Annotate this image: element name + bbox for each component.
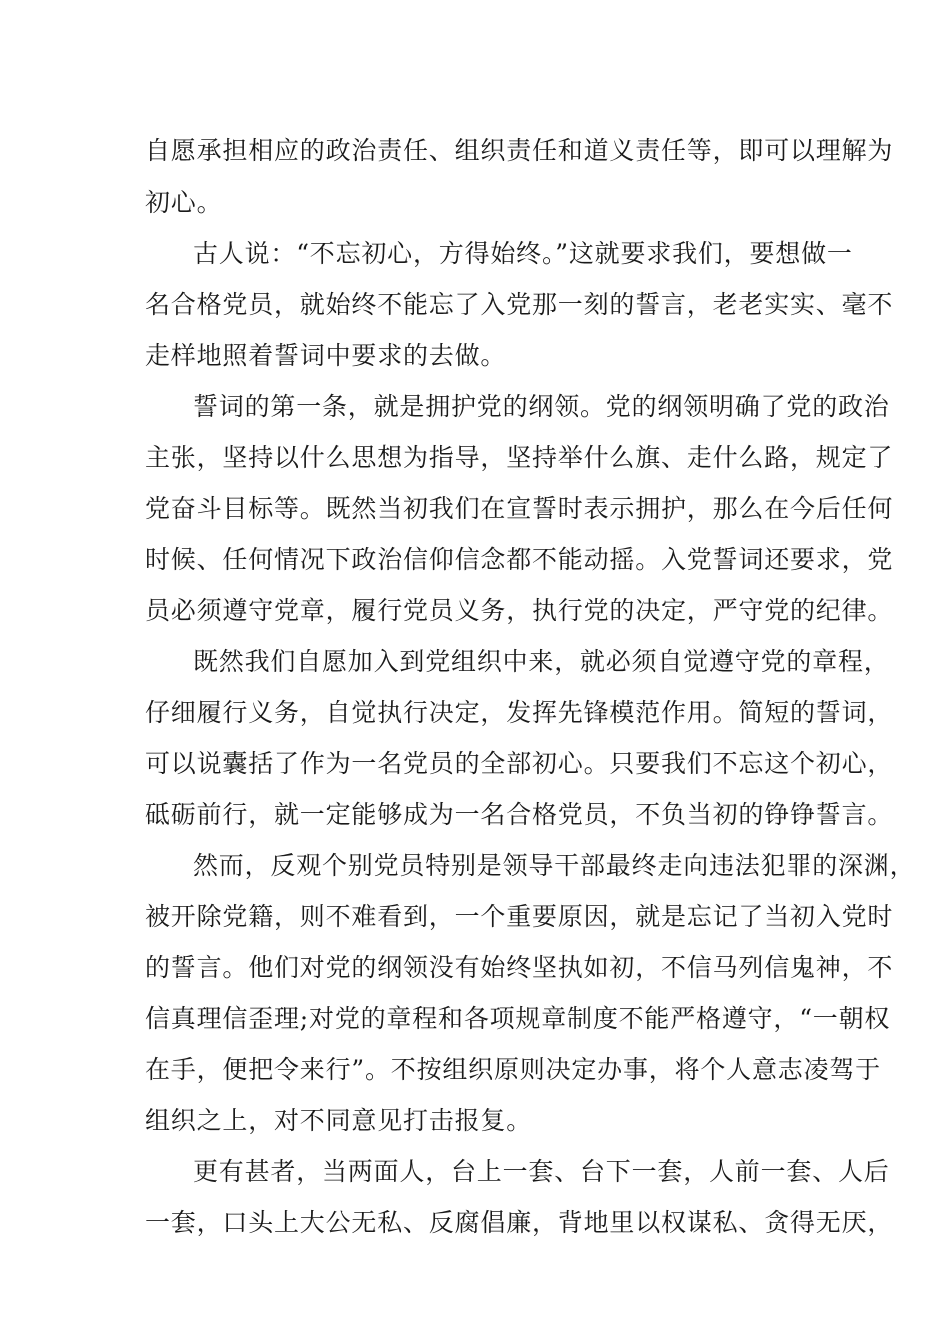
text-line: 时候、任何情况下政治信仰信念都不能动摇。入党誓词还要求，党 [145, 545, 894, 574]
text-line: 主张，坚持以什么思想为指导，坚持举什么旗、走什么路，规定了 [145, 443, 894, 472]
text-line: 党奋斗目标等。既然当初我们在宣誓时表示拥护，那么在今后任何 [145, 494, 894, 523]
text-line: 可以说囊括了作为一名党员的全部初心。只要我们不忘这个初心， [145, 749, 894, 778]
paragraph-first-line: 誓词的第一条，就是拥护党的纲领。党的纲领明确了党的政治 [193, 392, 890, 421]
paragraph-first-line: 然而，反观个别党员特别是领导干部最终走向违法犯罪的深渊， [193, 851, 916, 880]
text-line: 员必须遵守党章，履行党员义务，执行党的决定，严守党的纪律。 [145, 596, 894, 625]
text-line: 组织之上，对不同意见打击报复。 [145, 1106, 533, 1135]
paragraph-first-line: 更有甚者，当两面人，台上一套、台下一套，人前一套、人后 [193, 1157, 890, 1186]
text-line: 的誓言。他们对党的纲领没有始终坚执如初，不信马列信鬼神，不 [145, 953, 894, 982]
text-line: 在手，便把令来行”。不按组织原则决定办事，将个人意志凌驾于 [145, 1055, 881, 1084]
text-line: 走样地照着誓词中要求的去做。 [145, 341, 507, 370]
text-line: 初心。 [145, 188, 223, 217]
text-line: 仔细履行义务，自觉执行决定，发挥先锋模范作用。简短的誓词， [145, 698, 894, 727]
text-line: 信真理信歪理;对党的章程和各项规章制度不能严格遵守，“一朝权 [145, 1004, 891, 1033]
text-line: 自愿承担相应的政治责任、组织责任和道义责任等，即可以理解为 [145, 136, 894, 165]
text-line: 名合格党员，就始终不能忘了入党那一刻的誓言，老老实实、毫不 [145, 290, 894, 319]
text-line: 被开除党籍，则不难看到，一个重要原因，就是忘记了当初入党时 [145, 902, 894, 931]
paragraph-first-line: 既然我们自愿加入到党组织中来，就必须自觉遵守党的章程， [193, 647, 890, 676]
text-line: 一套，口头上大公无私、反腐倡廉，背地里以权谋私、贪得无厌， [145, 1208, 894, 1237]
text-line: 砥砺前行，就一定能够成为一名合格党员，不负当初的铮铮誓言。 [145, 800, 894, 829]
paragraph-first-line: 古人说：“不忘初心，方得始终。”这就要求我们，要想做一 [193, 239, 853, 268]
